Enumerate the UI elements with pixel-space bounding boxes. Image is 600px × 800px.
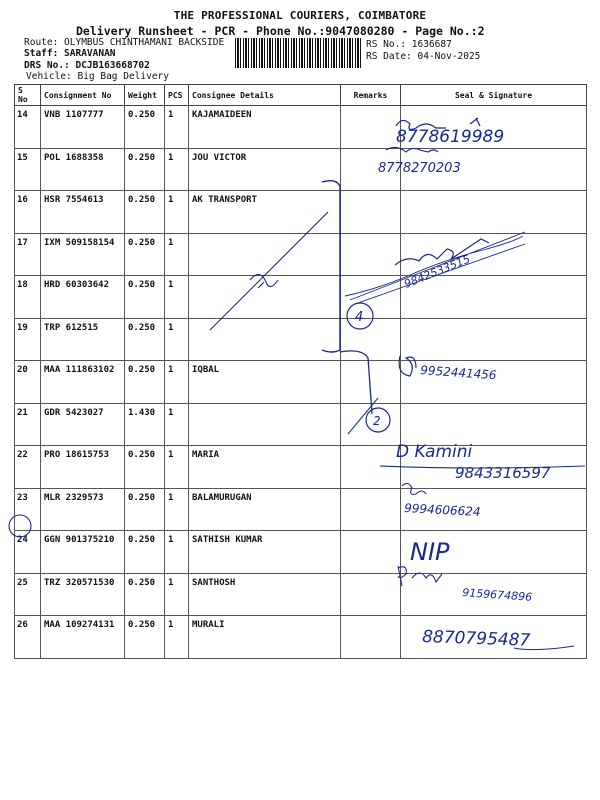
col-consignee: Consignee Details bbox=[189, 85, 341, 106]
cell-sno: 19 bbox=[15, 318, 41, 361]
cell-remarks bbox=[341, 531, 401, 574]
cell-consignment: POL 1688358 bbox=[41, 148, 125, 191]
cell-consignee bbox=[189, 233, 341, 276]
handwritten-phone-14: 8778619989 bbox=[396, 127, 505, 147]
cell-weight: 0.250 bbox=[125, 318, 165, 361]
cell-pcs: 1 bbox=[165, 148, 189, 191]
cell-seal-signature bbox=[401, 106, 587, 149]
cell-weight: 0.250 bbox=[125, 616, 165, 659]
cell-consignment: HRD 60303642 bbox=[41, 276, 125, 319]
cell-pcs: 1 bbox=[165, 573, 189, 616]
cell-weight: 0.250 bbox=[125, 361, 165, 404]
runsheet-subtitle: Delivery Runsheet - PCR - Phone No.:9047080280 - Page No.:2 bbox=[76, 24, 485, 38]
table-row bbox=[15, 276, 587, 319]
cell-consignment: TRP 612515 bbox=[41, 318, 125, 361]
cell-weight: 0.250 bbox=[125, 573, 165, 616]
cell-sno: 15 bbox=[15, 148, 41, 191]
cell-consignment: GGN 901375210 bbox=[41, 531, 125, 574]
cell-consignee: MURALI bbox=[189, 616, 341, 659]
table-row bbox=[15, 233, 587, 276]
cell-consignment: GDR 5423027 bbox=[41, 403, 125, 446]
cell-sno: 26 bbox=[15, 616, 41, 659]
circle-mark-b-label: 2 bbox=[373, 414, 381, 428]
cell-seal-signature bbox=[401, 531, 587, 574]
handwritten-phone-26: 8870795487 bbox=[421, 627, 531, 651]
cell-consignment: PRO 18615753 bbox=[41, 446, 125, 489]
cell-pcs: 1 bbox=[165, 233, 189, 276]
barcode bbox=[235, 38, 361, 68]
handwritten-name-22: D Kamini bbox=[396, 442, 473, 462]
staff-line: Staff: SARAVANAN bbox=[24, 48, 116, 59]
cell-pcs: 1 bbox=[165, 616, 189, 659]
table-row bbox=[15, 488, 587, 531]
rs-number: RS No.: 1636687 bbox=[366, 39, 452, 50]
cell-weight: 0.250 bbox=[125, 106, 165, 149]
cell-pcs: 1 bbox=[165, 106, 189, 149]
cell-consignment: HSR 7554613 bbox=[41, 191, 125, 234]
cell-sno: 16 bbox=[15, 191, 41, 234]
cell-consignee bbox=[189, 403, 341, 446]
cell-seal-signature bbox=[401, 191, 587, 234]
cell-seal-signature bbox=[401, 446, 587, 489]
cell-remarks bbox=[341, 233, 401, 276]
col-pcs: PCS bbox=[165, 85, 189, 106]
cell-remarks bbox=[341, 361, 401, 404]
route-line: Route: OLYMBUS CHINTHAMANI BACKSIDE bbox=[24, 37, 225, 48]
cell-sno: 22 bbox=[15, 446, 41, 489]
table-row bbox=[15, 191, 587, 234]
handwritten-note-24: NIP bbox=[410, 538, 450, 566]
cell-sno: 20 bbox=[15, 361, 41, 404]
col-sno: S No bbox=[15, 85, 41, 106]
cell-consignee bbox=[189, 276, 341, 319]
table-row bbox=[15, 616, 587, 659]
cell-consignment: TRZ 320571530 bbox=[41, 573, 125, 616]
table-row bbox=[15, 361, 587, 404]
cell-weight: 0.250 bbox=[125, 233, 165, 276]
cell-consignment: VNB 1107777 bbox=[41, 106, 125, 149]
cell-pcs: 1 bbox=[165, 403, 189, 446]
cell-consignment: MAA 109274131 bbox=[41, 616, 125, 659]
table-row bbox=[15, 573, 587, 616]
col-seal-signature: Seal & Signature bbox=[401, 85, 587, 106]
col-remarks: Remarks bbox=[341, 85, 401, 106]
cell-sno: 14 bbox=[15, 106, 41, 149]
cell-sno: 21 bbox=[15, 403, 41, 446]
vehicle-line: Vehicle: Big Bag Delivery bbox=[26, 71, 169, 82]
cell-weight: 0.250 bbox=[125, 191, 165, 234]
table-header-row bbox=[15, 85, 587, 106]
cell-pcs: 1 bbox=[165, 361, 189, 404]
col-consignment: Consignment No bbox=[41, 85, 125, 106]
company-title: THE PROFESSIONAL COURIERS, COIMBATORE bbox=[173, 9, 427, 22]
cell-consignee bbox=[189, 318, 341, 361]
table-row bbox=[15, 148, 587, 191]
cell-remarks bbox=[341, 446, 401, 489]
rs-date: RS Date: 04-Nov-2025 bbox=[366, 51, 481, 62]
cell-pcs: 1 bbox=[165, 446, 189, 489]
cell-sno: 25 bbox=[15, 573, 41, 616]
cell-consignee: AK TRANSPORT bbox=[189, 191, 341, 234]
table-row bbox=[15, 446, 587, 489]
cell-remarks bbox=[341, 616, 401, 659]
handwritten-phone-17: 9842533515 bbox=[402, 252, 473, 291]
cell-remarks bbox=[341, 148, 401, 191]
cell-sno: 17 bbox=[15, 233, 41, 276]
cell-remarks bbox=[341, 403, 401, 446]
cell-sno: 24 bbox=[15, 531, 41, 574]
cell-pcs: 1 bbox=[165, 531, 189, 574]
handwritten-phone-15: 8778270203 bbox=[378, 161, 461, 176]
cell-weight: 0.250 bbox=[125, 488, 165, 531]
cell-consignment: IXM 509158154 bbox=[41, 233, 125, 276]
cell-pcs: 1 bbox=[165, 276, 189, 319]
cell-consignee: KAJAMAIDEEN bbox=[189, 106, 341, 149]
cell-seal-signature bbox=[401, 318, 587, 361]
cell-weight: 1.430 bbox=[125, 403, 165, 446]
runsheet-table bbox=[14, 84, 587, 659]
cell-remarks bbox=[341, 191, 401, 234]
table-row bbox=[15, 106, 587, 149]
cell-pcs: 1 bbox=[165, 191, 189, 234]
cell-sno: 18 bbox=[15, 276, 41, 319]
cell-consignee: JOU VICTOR bbox=[189, 148, 341, 191]
cell-seal-signature bbox=[401, 276, 587, 319]
cell-weight: 0.250 bbox=[125, 276, 165, 319]
cell-seal-signature bbox=[401, 573, 587, 616]
cell-consignee: BALAMURUGAN bbox=[189, 488, 341, 531]
cell-pcs: 1 bbox=[165, 318, 189, 361]
cell-seal-signature bbox=[401, 361, 587, 404]
cell-sno: 23 bbox=[15, 488, 41, 531]
cell-pcs: 1 bbox=[165, 488, 189, 531]
cell-weight: 0.250 bbox=[125, 531, 165, 574]
table-row bbox=[15, 531, 587, 574]
handwritten-phone-25: 9159674896 bbox=[461, 586, 533, 604]
cell-seal-signature bbox=[401, 233, 587, 276]
cell-weight: 0.250 bbox=[125, 148, 165, 191]
cell-remarks bbox=[341, 488, 401, 531]
cell-remarks bbox=[341, 276, 401, 319]
cell-consignment: MAA 111863102 bbox=[41, 361, 125, 404]
cell-remarks bbox=[341, 573, 401, 616]
handwritten-phone-22: 9843316597 bbox=[455, 464, 551, 482]
handwritten-phone-23: 9994606624 bbox=[403, 501, 481, 519]
cell-consignee: IQBAL bbox=[189, 361, 341, 404]
circle-mark-a-label: 4 bbox=[355, 310, 364, 325]
table-row bbox=[15, 318, 587, 361]
cell-consignee: MARIA bbox=[189, 446, 341, 489]
cell-seal-signature bbox=[401, 616, 587, 659]
col-weight: Weight bbox=[125, 85, 165, 106]
cell-seal-signature bbox=[401, 488, 587, 531]
cell-consignee: SANTHOSH bbox=[189, 573, 341, 616]
cell-seal-signature bbox=[401, 148, 587, 191]
cell-remarks bbox=[341, 318, 401, 361]
cell-remarks bbox=[341, 106, 401, 149]
cell-seal-signature bbox=[401, 403, 587, 446]
cell-weight: 0.250 bbox=[125, 446, 165, 489]
cell-consignee: SATHISH KUMAR bbox=[189, 531, 341, 574]
handwritten-phone-20: 9952441456 bbox=[419, 363, 497, 383]
drs-line: DRS No.: DCJB163668702 bbox=[24, 60, 150, 71]
table-row bbox=[15, 403, 587, 446]
cell-consignment: MLR 2329573 bbox=[41, 488, 125, 531]
